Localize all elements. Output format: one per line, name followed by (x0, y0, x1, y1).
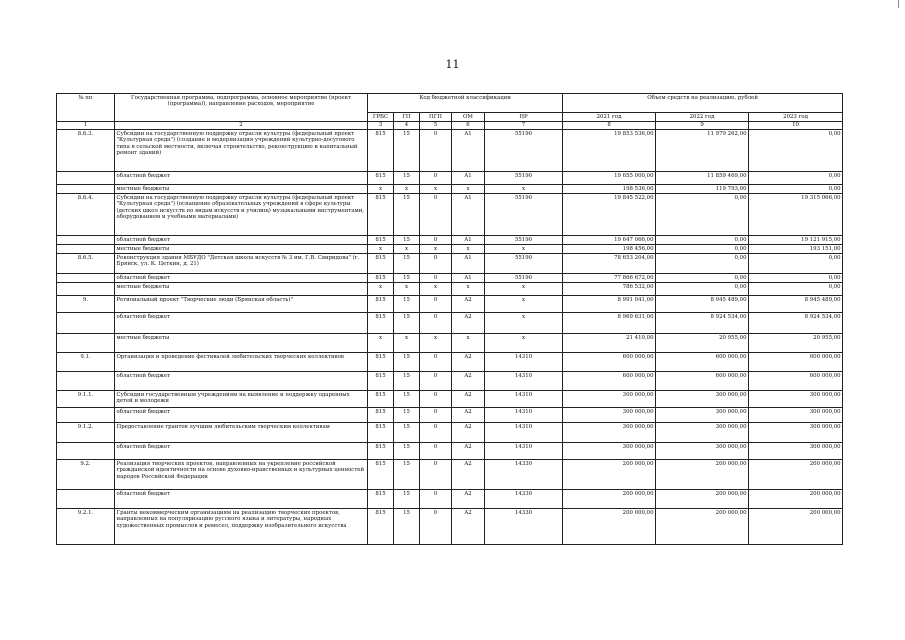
code-pgp: x (420, 283, 452, 296)
header-year-2023: 2023 год (749, 113, 843, 122)
row-number (57, 274, 115, 283)
code-nr: 14330 (485, 490, 563, 509)
amount-2021: 198 536,00 (563, 185, 656, 194)
amount-2023: 0,00 (749, 185, 843, 194)
table-row (57, 130, 843, 172)
code-grbs: 815 (368, 423, 394, 443)
code-grbs: 815 (368, 353, 394, 372)
code-grbs: x (368, 283, 394, 296)
code-nr: 14310 (485, 423, 563, 443)
code-grbs: x (368, 334, 394, 353)
table-row (57, 391, 843, 408)
amount-2023: 300 000,00 (749, 391, 843, 408)
code-nr: 14310 (485, 408, 563, 423)
amount-2022: 200 000,00 (656, 460, 749, 490)
code-nr: 14310 (485, 353, 563, 372)
table-row (57, 443, 843, 460)
code-pgp: x (420, 185, 452, 194)
amount-2022: 200 000,00 (656, 509, 749, 545)
table-row (57, 283, 843, 296)
amount-2022: 11 859 469,00 (656, 172, 749, 185)
code-pgp: 0 (420, 353, 452, 372)
row-number (57, 490, 115, 509)
table-row (57, 274, 843, 283)
row-number (57, 172, 115, 185)
code-pgp: 0 (420, 254, 452, 274)
code-om: A2 (452, 391, 485, 408)
column-index-row (57, 121, 843, 130)
header-code-group: Код бюджетной классификации (368, 94, 563, 113)
code-gp: 15 (394, 313, 420, 334)
amount-2021: 300 000,00 (563, 391, 656, 408)
code-gp: 15 (394, 130, 420, 172)
header-year-2021: 2021 год (563, 113, 656, 122)
row-description: Реконструкция здания МБУДО "Детская школа искусств № 3 им. Г.В. Свиридова" (г. Брянск, ул. К. Цеткин, д. 21) (115, 254, 368, 274)
table-row (57, 185, 843, 194)
amount-2022: 0,00 (656, 194, 749, 236)
code-gp: 15 (394, 408, 420, 423)
row-description: Предоставление грантов лучшим любительским творческим коллективам (115, 423, 368, 443)
row-number (57, 185, 115, 194)
column-index: 1 (57, 121, 115, 130)
code-nr: 55190 (485, 274, 563, 283)
row-number: 9.1.2. (57, 423, 115, 443)
header-amount-group: Объем средств на реализацию, рублей (563, 94, 843, 113)
code-pgp: 0 (420, 236, 452, 245)
amount-2021: 8 969 631,00 (563, 313, 656, 334)
amount-2022: 300 000,00 (656, 391, 749, 408)
code-om: A1 (452, 172, 485, 185)
code-om: A2 (452, 490, 485, 509)
table-row (57, 334, 843, 353)
amount-2022: 0,00 (656, 283, 749, 296)
code-gp: x (394, 245, 420, 254)
column-index: 8 (563, 121, 656, 130)
row-description: Гранты некоммерческим организациям на реализацию творческих проектов, направленных на популяризацию русского языка и литературы, народных художественных промыслов и ремесел, поддержку изобразительного искусства (115, 509, 368, 545)
amount-2023: 193 151,00 (749, 245, 843, 254)
amount-2023: 0,00 (749, 283, 843, 296)
column-index: 4 (394, 121, 420, 130)
code-om: A2 (452, 353, 485, 372)
code-om: x (452, 185, 485, 194)
amount-2023: 300 000,00 (749, 408, 843, 423)
column-index: 7 (485, 121, 563, 130)
table-row (57, 372, 843, 391)
row-description: Реализация творческих проектов, направленных на укрепление российской гражданской идентичности на основе духовно-нравственных и культурных ценностей народов Российской Федерации (115, 460, 368, 490)
code-pgp: x (420, 334, 452, 353)
code-grbs: 815 (368, 236, 394, 245)
column-index: 5 (420, 121, 452, 130)
budget-table (56, 93, 843, 545)
amount-2023: 8 945 489,00 (749, 296, 843, 313)
row-description: областной бюджет (115, 408, 368, 423)
amount-2022: 0,00 (656, 274, 749, 283)
amount-2023: 8 924 534,00 (749, 313, 843, 334)
row-number (57, 245, 115, 254)
row-number: 8.6.4. (57, 194, 115, 236)
table-row (57, 245, 843, 254)
code-nr: 55190 (485, 254, 563, 274)
code-om: A2 (452, 296, 485, 313)
amount-2022: 0,00 (656, 245, 749, 254)
code-pgp: 0 (420, 443, 452, 460)
table-row (57, 423, 843, 443)
amount-2022: 119 793,00 (656, 185, 749, 194)
amount-2023: 0,00 (749, 254, 843, 274)
table-row (57, 490, 843, 509)
row-description: областной бюджет (115, 172, 368, 185)
row-number (57, 283, 115, 296)
amount-2021: 300 000,00 (563, 408, 656, 423)
code-om: A1 (452, 254, 485, 274)
code-nr: 14310 (485, 372, 563, 391)
row-description: областной бюджет (115, 274, 368, 283)
amount-2021: 78 653 204,00 (563, 254, 656, 274)
row-description: Субсидии государственным учреждениям на выявление и поддержку одаренных детей и молодежи (115, 391, 368, 408)
row-number: 9. (57, 296, 115, 313)
code-pgp: 0 (420, 172, 452, 185)
table-row (57, 408, 843, 423)
code-gp: 15 (394, 460, 420, 490)
code-nr: 55190 (485, 172, 563, 185)
table-row (57, 296, 843, 313)
code-gp: 15 (394, 443, 420, 460)
amount-2022: 11 979 262,00 (656, 130, 749, 172)
code-om: A2 (452, 313, 485, 334)
code-gp: 15 (394, 509, 420, 545)
code-om: A2 (452, 443, 485, 460)
row-number (57, 236, 115, 245)
code-gp: 15 (394, 172, 420, 185)
row-description: областной бюджет (115, 313, 368, 334)
code-grbs: 815 (368, 254, 394, 274)
code-grbs: 815 (368, 460, 394, 490)
amount-2023: 200 000,00 (749, 460, 843, 490)
header-name: Государственная программа, подпрограмма, основное мероприятие (проект (программа)), направление расходов, мероприятие (115, 94, 368, 122)
amount-2021: 200 000,00 (563, 460, 656, 490)
code-om: A2 (452, 509, 485, 545)
amount-2021: 21 410,00 (563, 334, 656, 353)
code-om: A1 (452, 236, 485, 245)
code-om: A2 (452, 423, 485, 443)
row-number (57, 334, 115, 353)
code-om: x (452, 245, 485, 254)
header-nr: НР (485, 113, 563, 122)
amount-2021: 19 853 536,00 (563, 130, 656, 172)
row-description: местные бюджеты (115, 334, 368, 353)
code-grbs: 815 (368, 296, 394, 313)
row-number: 9.2.1. (57, 509, 115, 545)
code-gp: 15 (394, 490, 420, 509)
code-nr: 14310 (485, 391, 563, 408)
header-om: ОМ (452, 113, 485, 122)
table-row (57, 353, 843, 372)
code-pgp: 0 (420, 460, 452, 490)
code-grbs: 815 (368, 372, 394, 391)
table-row (57, 460, 843, 490)
row-description: областной бюджет (115, 372, 368, 391)
amount-2021: 8 991 041,00 (563, 296, 656, 313)
amount-2023: 300 000,00 (749, 443, 843, 460)
amount-2023: 200 000,00 (749, 509, 843, 545)
header-grbs: ГРБС (368, 113, 394, 122)
code-pgp: x (420, 245, 452, 254)
code-om: x (452, 283, 485, 296)
code-grbs: 815 (368, 313, 394, 334)
amount-2022: 600 000,00 (656, 372, 749, 391)
code-nr: x (485, 313, 563, 334)
table-row (57, 172, 843, 185)
code-gp: 15 (394, 353, 420, 372)
code-grbs: 815 (368, 194, 394, 236)
amount-2021: 19 647 066,00 (563, 236, 656, 245)
code-om: A1 (452, 274, 485, 283)
row-description: областной бюджет (115, 443, 368, 460)
amount-2021: 786 532,00 (563, 283, 656, 296)
amount-2021: 600 000,00 (563, 372, 656, 391)
code-gp: 15 (394, 391, 420, 408)
table-row (57, 313, 843, 334)
code-nr: x (485, 334, 563, 353)
row-number (57, 372, 115, 391)
amount-2023: 600 000,00 (749, 353, 843, 372)
scan-edge-mark (898, 0, 899, 8)
row-description: местные бюджеты (115, 283, 368, 296)
code-nr: x (485, 245, 563, 254)
code-nr: 14330 (485, 460, 563, 490)
header-row (57, 94, 843, 113)
amount-2023: 600 000,00 (749, 372, 843, 391)
code-pgp: 0 (420, 313, 452, 334)
row-number (57, 313, 115, 334)
code-om: A1 (452, 194, 485, 236)
row-number (57, 408, 115, 423)
code-grbs: x (368, 185, 394, 194)
code-pgp: 0 (420, 423, 452, 443)
amount-2023: 0,00 (749, 172, 843, 185)
row-number (57, 443, 115, 460)
amount-2021: 77 866 672,00 (563, 274, 656, 283)
amount-2021: 200 000,00 (563, 490, 656, 509)
amount-2022: 600 000,00 (656, 353, 749, 372)
amount-2021: 300 000,00 (563, 423, 656, 443)
amount-2021: 300 000,00 (563, 443, 656, 460)
code-nr: 55190 (485, 194, 563, 236)
code-grbs: 815 (368, 490, 394, 509)
code-gp: x (394, 283, 420, 296)
table-row (57, 509, 843, 545)
code-nr: 14310 (485, 443, 563, 460)
row-description: местные бюджеты (115, 245, 368, 254)
amount-2023: 0,00 (749, 274, 843, 283)
row-description: Организация и проведение фестивалей любительских творческих коллективов (115, 353, 368, 372)
amount-2023: 200 000,00 (749, 490, 843, 509)
amount-2022: 8 924 534,00 (656, 313, 749, 334)
code-grbs: 815 (368, 130, 394, 172)
page-number: 11 (445, 58, 460, 71)
amount-2022: 300 000,00 (656, 443, 749, 460)
code-grbs: 815 (368, 391, 394, 408)
header-year-2022: 2022 год (656, 113, 749, 122)
amount-2021: 19 845 522,00 (563, 194, 656, 236)
amount-2023: 20 955,00 (749, 334, 843, 353)
header-num: № пп (57, 94, 115, 122)
row-description: областной бюджет (115, 490, 368, 509)
code-grbs: 815 (368, 443, 394, 460)
column-index: 3 (368, 121, 394, 130)
code-pgp: 0 (420, 296, 452, 313)
code-gp: 15 (394, 296, 420, 313)
code-grbs: 815 (368, 408, 394, 423)
code-gp: 15 (394, 194, 420, 236)
code-pgp: 0 (420, 372, 452, 391)
code-grbs: 815 (368, 274, 394, 283)
code-om: A2 (452, 460, 485, 490)
amount-2022: 0,00 (656, 236, 749, 245)
code-pgp: 0 (420, 408, 452, 423)
code-pgp: 0 (420, 391, 452, 408)
amount-2022: 300 000,00 (656, 423, 749, 443)
code-nr: x (485, 185, 563, 194)
code-nr: x (485, 296, 563, 313)
code-gp: 15 (394, 372, 420, 391)
code-nr: 55190 (485, 130, 563, 172)
amount-2022: 300 000,00 (656, 408, 749, 423)
code-nr: 55190 (485, 236, 563, 245)
amount-2021: 19 655 000,00 (563, 172, 656, 185)
amount-2022: 8 945 489,00 (656, 296, 749, 313)
amount-2022: 200 000,00 (656, 490, 749, 509)
header-gp: ГП (394, 113, 420, 122)
code-gp: x (394, 185, 420, 194)
amount-2021: 198 456,00 (563, 245, 656, 254)
code-pgp: 0 (420, 509, 452, 545)
column-index: 2 (115, 121, 368, 130)
code-nr: x (485, 283, 563, 296)
code-gp: x (394, 334, 420, 353)
code-gp: 15 (394, 274, 420, 283)
amount-2022: 20 955,00 (656, 334, 749, 353)
code-gp: 15 (394, 236, 420, 245)
row-description: Региональный проект "Творческие люди (Брянская область)" (115, 296, 368, 313)
code-grbs: 815 (368, 509, 394, 545)
code-pgp: 0 (420, 130, 452, 172)
code-gp: 15 (394, 423, 420, 443)
row-number: 9.1. (57, 353, 115, 372)
column-index: 10 (749, 121, 843, 130)
amount-2021: 200 000,00 (563, 509, 656, 545)
code-grbs: 815 (368, 172, 394, 185)
column-index: 6 (452, 121, 485, 130)
row-description: Субсидии на государственную поддержку отрасли культуры (федеральный проект "Культурная среда") (создание и модернизация учреждений культурно-досугового типа в сельской местности, включая строительство, реконструкцию и капитальный ремонт зданий) (115, 130, 368, 172)
row-description: Субсидии на государственную поддержку отрасли культуры (федеральный проект "Культурная среда") (оснащение образовательных учреждений в сфере культуры (детских школ искусств по видам искусств и училищ) музыкальными инструментами, оборудованием и учебными материалами) (115, 194, 368, 236)
column-index: 9 (656, 121, 749, 130)
amount-2021: 600 000,00 (563, 353, 656, 372)
code-om: A1 (452, 130, 485, 172)
code-pgp: 0 (420, 194, 452, 236)
code-pgp: 0 (420, 274, 452, 283)
amount-2023: 300 000,00 (749, 423, 843, 443)
code-nr: 14330 (485, 509, 563, 545)
row-number: 8.6.5. (57, 254, 115, 274)
table-row (57, 236, 843, 245)
row-number: 9.1.1. (57, 391, 115, 408)
code-om: A2 (452, 372, 485, 391)
header-pgp: ПГП (420, 113, 452, 122)
row-number: 9.2. (57, 460, 115, 490)
row-number: 8.6.3. (57, 130, 115, 172)
code-gp: 15 (394, 254, 420, 274)
amount-2023: 19 121 915,00 (749, 236, 843, 245)
code-om: x (452, 334, 485, 353)
row-description: областной бюджет (115, 236, 368, 245)
table-row (57, 254, 843, 274)
amount-2023: 19 315 066,00 (749, 194, 843, 236)
code-pgp: 0 (420, 490, 452, 509)
amount-2023: 0,00 (749, 130, 843, 172)
code-om: A2 (452, 408, 485, 423)
amount-2022: 0,00 (656, 254, 749, 274)
code-grbs: x (368, 245, 394, 254)
table-row (57, 194, 843, 236)
row-description: местные бюджеты (115, 185, 368, 194)
